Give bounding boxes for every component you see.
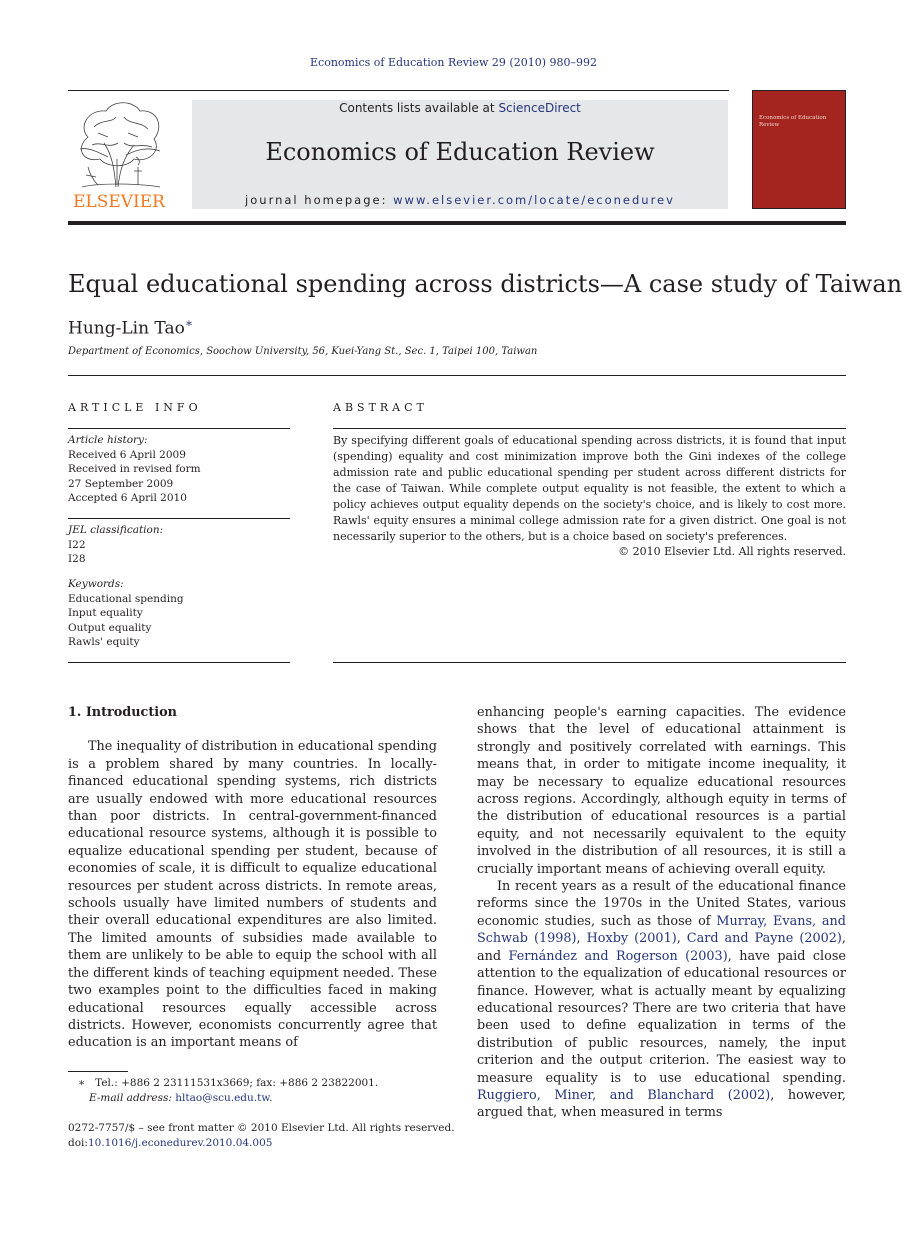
reference-link[interactable]: Hoxby (2001) [586,931,677,947]
header-rule [68,90,729,91]
article-info-rule [68,428,290,429]
intro-paragraph-2 [477,878,846,1122]
section-heading: 1. Introduction [68,705,177,720]
article-info-bottom-rule [68,662,290,663]
jel-label: JEL classification: [68,524,164,536]
email-label: E-mail address: [89,1092,176,1104]
header-thick-rule [68,221,846,225]
homepage-prefix: journal homepage: [245,193,394,207]
cover-title: Economics of Education Review [759,115,827,128]
paragraph-text: , [576,931,587,947]
contents-line [192,101,728,115]
author-name: Hung-Lin Tao [68,318,185,339]
reference-link[interactable]: Ruggiero, Miner, and Blanchard (2002) [477,1087,771,1103]
journal-citation[interactable]: Economics of Education Review 29 (2010) 980–992 [310,56,597,69]
jel-classification [68,523,163,567]
history-label: Article history: [68,434,148,446]
paragraph-text: , have paid close attention to the equalization of educational resources or finance. However, what is actually meant by equalizing educational resources? There are two criteria that have been used to define equalization in terms of the distribution of public resources, namely, the input criterion and the output criterion. The easiest way to measure equality is to use educational spending. [477,948,846,1086]
journal-cover-image [752,90,846,209]
body-right-column [477,704,846,1122]
body-left-column [68,704,437,1052]
intro-paragraph-continued: enhancing people's earning capacities. The evidence shows that the level of educational attainment is strongly and positively correlated with earnings. This means that, in order to mitigate income inequality, it may be necessary to equalize educational resources across regions. Accordingly, although equity in terms of the distribution of educational resources is a partial equity, and not necessarily equivalent to the equity involved in the distribution of all resources, it is still a crucially important means of achieving overall equity. [477,705,846,877]
affiliation: Department of Economics, Soochow University, 56, Kuei-Yang St., Sec. 1, Taipei 100, Taiwan [68,346,538,357]
reference-link[interactable]: Card and Payne (2002) [686,931,842,947]
contact-phone: Tel.: +886 2 23111531x3669; fax: +886 2 23822001. [95,1077,379,1089]
abstract-copyright: © 2010 Elsevier Ltd. All rights reserved. [618,545,846,558]
reference-link[interactable]: Fernández and Rogerson (2003) [508,948,728,964]
elsevier-logo [68,97,170,211]
abstract-heading: ABSTRACT [333,401,428,414]
elsevier-tree-icon [68,97,170,211]
email-period: . [269,1092,273,1104]
author-footnote-mark[interactable]: ∗ [184,316,193,330]
contents-prefix: Contents lists available at [339,101,499,115]
abstract-rule [333,428,846,429]
intro-paragraph: The inequality of distribution in educational spending is a problem shared by many countries. In locally-financed educational spending systems, rich districts are usually endowed with more educational resources than poor districts. In central-government-financed educational resource systems, although it is possible to equalize educational spending per student, because of economies of scale, it is difficult to equalize educational resources per student across districts. In remote areas, schools usually have limited numbers of students and their overall educational expenditures are also limited. The limited amounts of subsidies made available to them are unlikely to be able to equip the school with all the different kinds of teaching equipment needed. These two examples point to the difficulties faced in making educational resources equally accessible across districts. However, economists concurrently agree that education is an important means of [68,739,437,1051]
article-history [68,433,201,506]
paragraph-text: , however, argued that, when measured in terms [477,1087,846,1121]
article-title: Equal educational spending across districts—A case study of Taiwan [68,270,903,298]
keyword: Rawls' equity [68,636,140,648]
paragraph-text: , [676,931,687,947]
publisher-name: ELSEVIER [73,192,165,211]
abstract-bottom-rule [333,662,846,663]
sciencedirect-link[interactable]: ScienceDirect [498,101,581,115]
paragraph-text: , and [477,931,846,964]
footnote-rule [68,1071,128,1072]
history-item: 27 September 2009 [68,477,174,490]
jel-code: I28 [68,553,86,565]
footnote-mark: ∗ [78,1077,86,1089]
keyword: Input equality [68,607,143,619]
homepage-link[interactable]: www.elsevier.com/locate/econedurev [393,193,675,207]
keyword: Output equality [68,621,152,634]
journal-homepage [192,193,728,207]
article-info-heading: ARTICLE INFO [68,401,202,414]
jel-code: I22 [68,538,86,551]
title-rule [68,375,846,376]
history-rule [68,518,290,519]
issn-line: 0272-7757/$ – see front matter © 2010 Elsevier Ltd. All rights reserved. [68,1122,455,1134]
history-item: Accepted 6 April 2010 [68,492,187,504]
email-link[interactable]: hltao@scu.edu.tw [175,1092,270,1104]
journal-title: Economics of Education Review [265,138,655,166]
doi-label: doi: [68,1137,88,1149]
author-footnote [78,1076,438,1106]
history-item: Received in revised form [68,463,201,475]
keyword: Educational spending [68,592,184,605]
author-line [68,316,193,339]
abstract-text: By specifying different goals of educational spending across districts, it is found that input (spending) equality and cost minimization improve both the Gini indexes of the college admission rate and public educational spending per student across different districts for the case of Taiwan. While complete output equality is not feasible, the extent to which a policy achieves output equality depends on the society's choice, and is likely to cost more. Rawls' equity ensures a minimal college admission rate for a given district. One goal is not necessarily superior to the others, but is a choice based on society's preferences. [333,434,846,543]
doi-link[interactable]: 10.1016/j.econedurev.2010.04.005 [87,1137,273,1149]
paragraph-text: In recent years as a result of the educational finance reforms since the 1970s in the United States, various economic studies, such as those of [477,879,846,929]
history-item: Received 6 April 2009 [68,448,186,461]
keywords [68,577,184,650]
keywords-label: Keywords: [68,578,124,590]
front-matter-note [68,1121,468,1151]
reference-link[interactable]: Murray, Evans, and Schwab (1998) [477,913,846,947]
